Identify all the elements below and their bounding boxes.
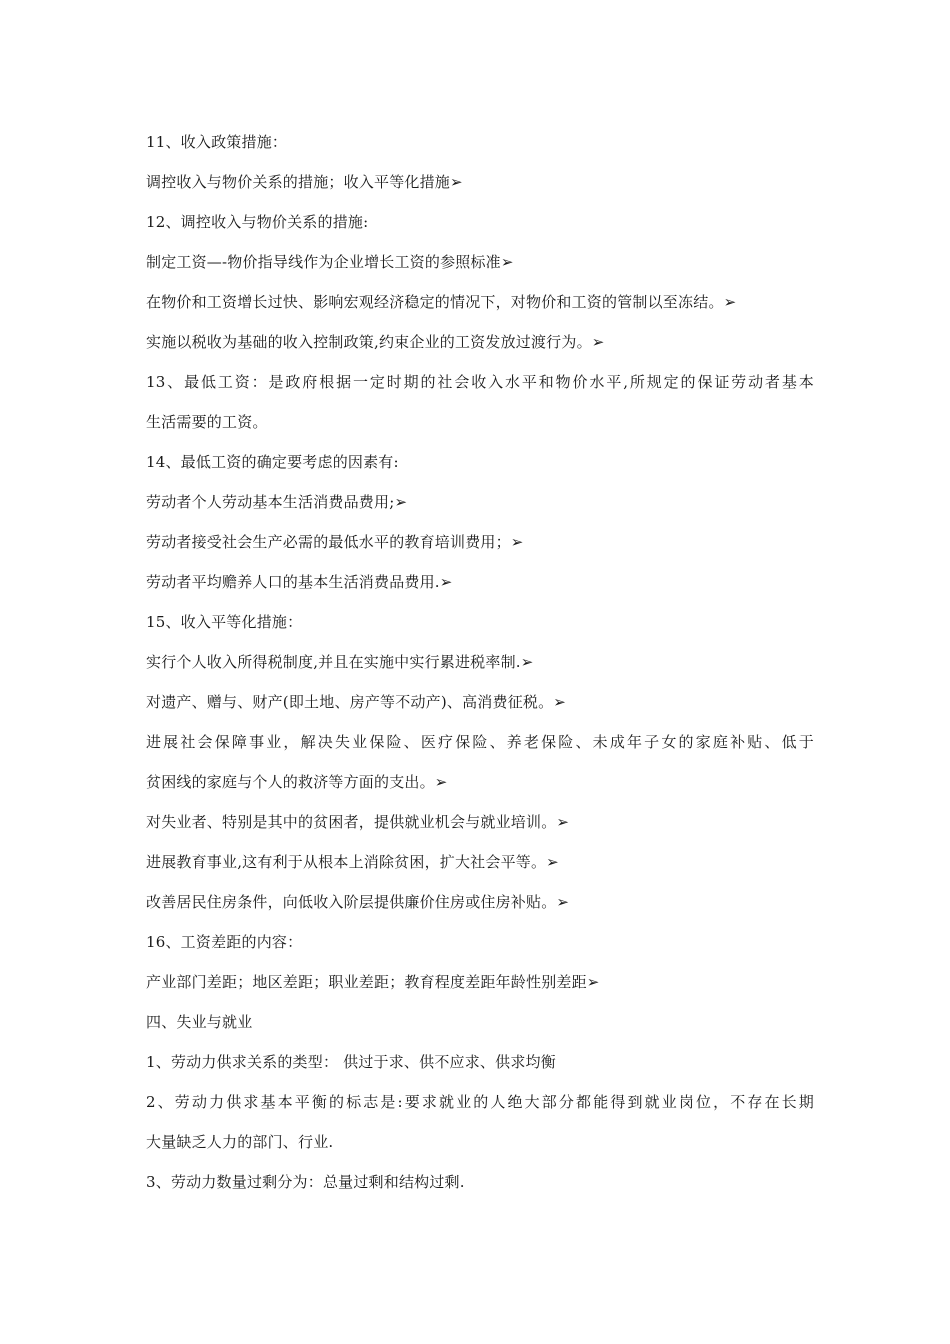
text-line: 产业部门差距；地区差距；职业差距；教育程度差距年龄性别差距➢ xyxy=(146,973,600,991)
heading-income-equalization: 15、收入平等化措施： xyxy=(146,613,303,631)
text-line: 实施以税收为基础的收入控制政策,约束企业的工资发放过渡行为。➢ xyxy=(146,333,605,351)
text-line: 劳动者接受社会生产必需的最低水平的教育培训费用；➢ xyxy=(146,533,524,551)
heading-minimum-wage: 13、最低工资：是政府根据一定时期的社会收入水平和物价水平,所规定的保证劳动者基本 xyxy=(146,373,814,391)
text-line: 对遗产、赠与、财产(即土地、房产等不动产)、高消费征税。➢ xyxy=(146,693,567,711)
text-line: 制定工资—-物价指导线作为企业增长工资的参照标准➢ xyxy=(146,253,514,271)
text-line: 实行个人收入所得税制度,并且在实施中实行累进税率制.➢ xyxy=(146,653,534,671)
text-line: 3、劳动力数量过剩分为：总量过剩和结构过剩. xyxy=(146,1173,465,1191)
text-line: 贫困线的家庭与个人的救济等方面的支出。➢ xyxy=(146,773,448,791)
text-line: 进展教育事业,这有利于从根本上消除贫困，扩大社会平等。➢ xyxy=(146,853,559,871)
text-line: 改善居民住房条件，向低收入阶层提供廉价住房或住房补贴。➢ xyxy=(146,893,570,911)
heading-minimum-wage-factors: 14、最低工资的确定要考虑的因素有: xyxy=(146,453,399,471)
text-line: 在物价和工资增长过快、影响宏观经济稳定的情况下，对物价和工资的管制以至冻结。➢ xyxy=(146,293,737,311)
section-heading-unemployment: 四、失业与就业 xyxy=(146,1013,253,1031)
text-line: 大量缺乏人力的部门、行业. xyxy=(146,1133,334,1151)
text-line: 1、劳动力供求关系的类型： 供过于求、供不应求、供求均衡 xyxy=(146,1053,556,1071)
heading-wage-gap: 16、工资差距的内容： xyxy=(146,933,303,951)
text-line: 生活需要的工资。 xyxy=(146,413,268,431)
text-line: 2、劳动力供求基本平衡的标志是:要求就业的人绝大部分都能得到就业岗位，不存在长期 xyxy=(146,1093,814,1111)
text-line: 劳动者个人劳动基本生活消费品费用;➢ xyxy=(146,493,408,511)
text-line: 进展社会保障事业，解决失业保险、医疗保险、养老保险、未成年子女的家庭补贴、低于 xyxy=(146,733,814,751)
text-line: 调控收入与物价关系的措施；收入平等化措施➢ xyxy=(146,173,463,191)
document-page xyxy=(146,122,814,1202)
heading-income-policy-measures: 11、收入政策措施： xyxy=(146,133,288,151)
text-line: 对失业者、特别是其中的贫困者，提供就业机会与就业培训。➢ xyxy=(146,813,570,831)
text-line: 劳动者平均赡养人口的基本生活消费品费用.➢ xyxy=(146,573,453,591)
heading-price-income-measures: 12、调控收入与物价关系的措施: xyxy=(146,213,369,231)
